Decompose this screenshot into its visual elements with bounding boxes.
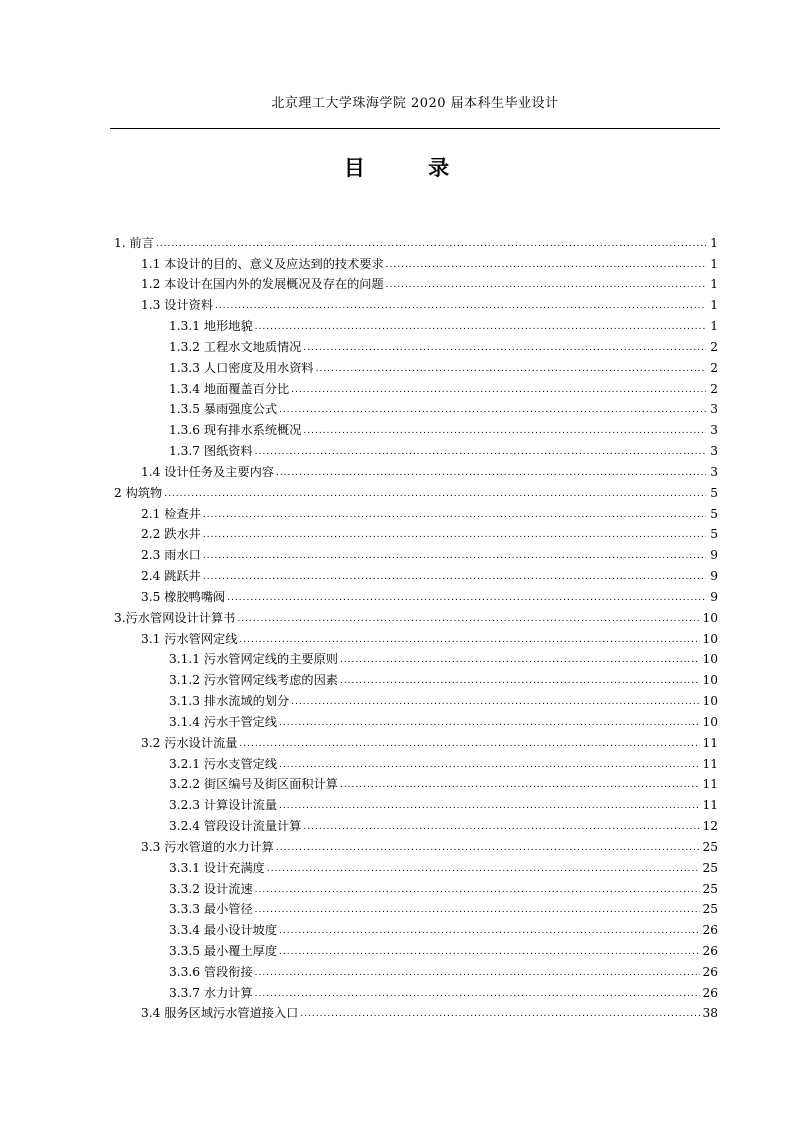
toc-dot-leader bbox=[303, 341, 706, 355]
toc-entry-title: 1.1 本设计的目的、意义及应达到的技术要求 bbox=[141, 256, 384, 271]
toc-entry-title: 2.4 跳跃井 bbox=[141, 569, 201, 584]
toc-dot-leader bbox=[255, 903, 701, 917]
toc-entry[interactable] bbox=[110, 688, 720, 709]
toc-dot-leader bbox=[203, 549, 706, 563]
toc-entry-page-number: 5 bbox=[710, 527, 718, 542]
toc-entry-title: 1.3.4 地面覆盖百分比 bbox=[169, 381, 290, 396]
toc-dot-leader bbox=[291, 695, 700, 709]
toc-entry-page-number: 9 bbox=[710, 548, 718, 563]
toc-entry[interactable] bbox=[110, 438, 720, 459]
toc-dot-leader bbox=[215, 299, 706, 313]
toc-dot-leader bbox=[279, 716, 700, 730]
toc-entry-page-number: 1 bbox=[710, 235, 718, 250]
toc-dot-leader bbox=[300, 1007, 700, 1021]
toc-entry-page-number: 11 bbox=[702, 777, 718, 792]
toc-entry[interactable] bbox=[110, 897, 720, 918]
toc-entry-page-number: 3 bbox=[710, 464, 718, 479]
toc-entry[interactable] bbox=[110, 938, 720, 959]
toc-entry[interactable] bbox=[110, 730, 720, 751]
toc-entry[interactable] bbox=[110, 605, 720, 626]
toc-entry[interactable] bbox=[110, 876, 720, 897]
toc-entry-page-number: 1 bbox=[710, 256, 718, 271]
toc-entry-page-number: 1 bbox=[710, 319, 718, 334]
toc-dot-leader bbox=[279, 799, 700, 813]
toc-entry-title: 3.3.2 设计流速 bbox=[169, 881, 253, 896]
toc-entry-page-number: 3 bbox=[710, 402, 718, 417]
toc-dot-leader bbox=[255, 445, 706, 459]
toc-entry[interactable] bbox=[110, 959, 720, 980]
toc-entry-page-number: 26 bbox=[702, 923, 718, 938]
toc-entry-page-number: 10 bbox=[702, 714, 718, 729]
toc-entry-page-number: 3 bbox=[710, 423, 718, 438]
toc-entry-title: 3.污水管网设计计算书 bbox=[114, 610, 236, 625]
toc-entry-page-number: 10 bbox=[702, 610, 718, 625]
toc-dot-leader bbox=[255, 966, 701, 980]
toc-entry[interactable] bbox=[110, 917, 720, 938]
toc-entry[interactable] bbox=[110, 376, 720, 397]
toc-entry-page-number: 38 bbox=[702, 1006, 718, 1021]
toc-entry-title: 1. 前言 bbox=[114, 235, 154, 250]
toc-entry-title: 3.3.1 设计充满度 bbox=[169, 860, 265, 875]
toc-entry-title: 3.2 污水设计流量 bbox=[141, 735, 238, 750]
toc-entry[interactable] bbox=[110, 459, 720, 480]
toc-dot-leader bbox=[303, 820, 700, 834]
toc-dot-leader bbox=[276, 466, 706, 480]
toc-dot-leader bbox=[386, 258, 706, 272]
toc-dot-leader bbox=[340, 674, 701, 688]
toc-entry[interactable] bbox=[110, 334, 720, 355]
toc-entry[interactable] bbox=[110, 522, 720, 543]
table-of-contents bbox=[110, 230, 720, 1021]
toc-entry-page-number: 10 bbox=[702, 694, 718, 709]
toc-dot-leader bbox=[316, 362, 706, 376]
toc-entry-page-number: 25 bbox=[702, 902, 718, 917]
toc-entry-page-number: 11 bbox=[702, 735, 718, 750]
toc-entry-page-number: 12 bbox=[702, 819, 718, 834]
toc-entry-title: 3.1 污水管网定线 bbox=[141, 631, 238, 646]
toc-entry-title: 2.3 雨水口 bbox=[141, 548, 201, 563]
toc-entry[interactable] bbox=[110, 584, 720, 605]
page-header: 北京理工大学珠海学院 2020 届本科生毕业设计 bbox=[271, 96, 559, 111]
toc-entry-page-number: 5 bbox=[710, 485, 718, 500]
page-title: 目 录 bbox=[343, 155, 478, 180]
toc-entry-page-number: 3 bbox=[710, 444, 718, 459]
toc-entry[interactable] bbox=[110, 501, 720, 522]
toc-entry[interactable] bbox=[110, 980, 720, 1001]
toc-dot-leader bbox=[276, 841, 701, 855]
toc-entry-title: 1.3.5 暴雨强度公式 bbox=[169, 402, 278, 417]
toc-entry[interactable] bbox=[110, 542, 720, 563]
toc-dot-leader bbox=[227, 591, 706, 605]
toc-entry[interactable] bbox=[110, 355, 720, 376]
toc-entry-title: 1.4 设计任务及主要内容 bbox=[141, 464, 274, 479]
toc-entry-title: 3.2.4 管段设计流量计算 bbox=[169, 819, 302, 834]
toc-entry-title: 3.1.4 污水干管定线 bbox=[169, 714, 278, 729]
toc-entry-title: 3.3.5 最小覆土厚度 bbox=[169, 943, 278, 958]
toc-entry-page-number: 2 bbox=[710, 381, 718, 396]
toc-entry-page-number: 10 bbox=[702, 652, 718, 667]
toc-dot-leader bbox=[267, 862, 701, 876]
toc-entry-title: 3.3 污水管道的水力计算 bbox=[141, 839, 274, 854]
toc-entry-title: 1.3.6 现有排水系统概况 bbox=[169, 423, 302, 438]
toc-entry-page-number: 9 bbox=[710, 589, 718, 604]
toc-dot-leader bbox=[255, 320, 706, 334]
toc-entry[interactable] bbox=[110, 292, 720, 313]
toc-entry-page-number: 9 bbox=[710, 569, 718, 584]
toc-entry-title: 2.2 跌水井 bbox=[141, 527, 201, 542]
toc-dot-leader bbox=[239, 737, 700, 751]
toc-dot-leader bbox=[164, 487, 706, 501]
toc-entry[interactable] bbox=[110, 813, 720, 834]
toc-entry-title: 3.2.1 污水支管定线 bbox=[169, 756, 278, 771]
toc-entry[interactable] bbox=[110, 397, 720, 418]
toc-dot-leader bbox=[203, 508, 706, 522]
toc-entry-page-number: 26 bbox=[702, 943, 718, 958]
toc-entry-page-number: 26 bbox=[702, 985, 718, 1000]
toc-entry-title: 3.3.3 最小管径 bbox=[169, 902, 253, 917]
toc-dot-leader bbox=[340, 653, 701, 667]
toc-dot-leader bbox=[255, 883, 701, 897]
toc-dot-leader bbox=[386, 278, 706, 292]
toc-entry[interactable] bbox=[110, 230, 720, 251]
toc-entry-title: 3.1.2 污水管网定线考虑的因素 bbox=[169, 673, 338, 688]
toc-entry-page-number: 2 bbox=[710, 360, 718, 375]
toc-entry[interactable] bbox=[110, 855, 720, 876]
toc-entry-page-number: 25 bbox=[702, 860, 718, 875]
toc-entry-page-number: 10 bbox=[702, 631, 718, 646]
toc-dot-leader bbox=[237, 612, 700, 626]
toc-dot-leader bbox=[279, 945, 700, 959]
toc-entry-title: 3.1.1 污水管网定线的主要原则 bbox=[169, 652, 338, 667]
toc-dot-leader bbox=[279, 758, 700, 772]
toc-entry[interactable] bbox=[110, 772, 720, 793]
toc-entry-title: 1.3.7 图纸资料 bbox=[169, 444, 253, 459]
toc-entry-title: 1.2 本设计在国内外的发展概况及存在的问题 bbox=[141, 277, 384, 292]
toc-entry-page-number: 1 bbox=[710, 277, 718, 292]
toc-entry[interactable] bbox=[110, 417, 720, 438]
toc-dot-leader bbox=[239, 633, 700, 647]
toc-entry-title: 3.5 橡胶鸭嘴阀 bbox=[141, 589, 226, 604]
toc-dot-leader bbox=[255, 987, 701, 1001]
toc-entry[interactable] bbox=[110, 834, 720, 855]
toc-entry-page-number: 11 bbox=[702, 798, 718, 813]
toc-entry-page-number: 26 bbox=[702, 964, 718, 979]
toc-entry-title: 3.3.7 水力计算 bbox=[169, 985, 253, 1000]
toc-entry[interactable] bbox=[110, 667, 720, 688]
toc-dot-leader bbox=[279, 403, 706, 417]
toc-entry-title: 3.1.3 排水流域的划分 bbox=[169, 694, 290, 709]
toc-entry[interactable] bbox=[110, 1001, 720, 1022]
toc-entry-title: 2 构筑物 bbox=[114, 485, 163, 500]
header-rule bbox=[110, 128, 720, 129]
toc-entry[interactable] bbox=[110, 251, 720, 272]
toc-entry-page-number: 1 bbox=[710, 298, 718, 313]
toc-dot-leader bbox=[279, 924, 700, 938]
toc-entry-page-number: 11 bbox=[702, 756, 718, 771]
toc-entry-title: 3.4 服务区域污水管道接入口 bbox=[141, 1006, 299, 1021]
toc-entry[interactable] bbox=[110, 626, 720, 647]
toc-dot-leader bbox=[291, 383, 706, 397]
toc-entry-page-number: 25 bbox=[702, 881, 718, 896]
toc-entry[interactable] bbox=[110, 709, 720, 730]
toc-entry-page-number: 25 bbox=[702, 839, 718, 854]
toc-entry-title: 1.3.3 人口密度及用水资料 bbox=[169, 360, 314, 375]
toc-entry[interactable] bbox=[110, 751, 720, 772]
toc-entry-title: 3.3.4 最小设计坡度 bbox=[169, 923, 278, 938]
toc-entry-page-number: 10 bbox=[702, 673, 718, 688]
toc-entry-title: 2.1 检查井 bbox=[141, 506, 201, 521]
toc-dot-leader bbox=[203, 570, 706, 584]
toc-dot-leader bbox=[340, 778, 701, 792]
toc-entry[interactable] bbox=[110, 272, 720, 293]
toc-entry[interactable] bbox=[110, 647, 720, 668]
toc-dot-leader bbox=[203, 528, 706, 542]
toc-entry[interactable] bbox=[110, 313, 720, 334]
toc-entry-title: 3.3.6 管段衔接 bbox=[169, 964, 253, 979]
toc-entry[interactable] bbox=[110, 480, 720, 501]
toc-entry-title: 1.3.2 工程水文地质情况 bbox=[169, 339, 302, 354]
toc-entry[interactable] bbox=[110, 563, 720, 584]
toc-entry-title: 1.3.1 地形地貌 bbox=[169, 319, 253, 334]
toc-entry-page-number: 5 bbox=[710, 506, 718, 521]
toc-entry-title: 1.3 设计资料 bbox=[141, 298, 214, 313]
toc-dot-leader bbox=[156, 237, 706, 251]
toc-dot-leader bbox=[303, 424, 706, 438]
toc-entry-title: 3.2.3 计算设计流量 bbox=[169, 798, 278, 813]
toc-entry[interactable] bbox=[110, 792, 720, 813]
toc-entry-title: 3.2.2 街区编号及街区面积计算 bbox=[169, 777, 338, 792]
toc-entry-page-number: 2 bbox=[710, 339, 718, 354]
